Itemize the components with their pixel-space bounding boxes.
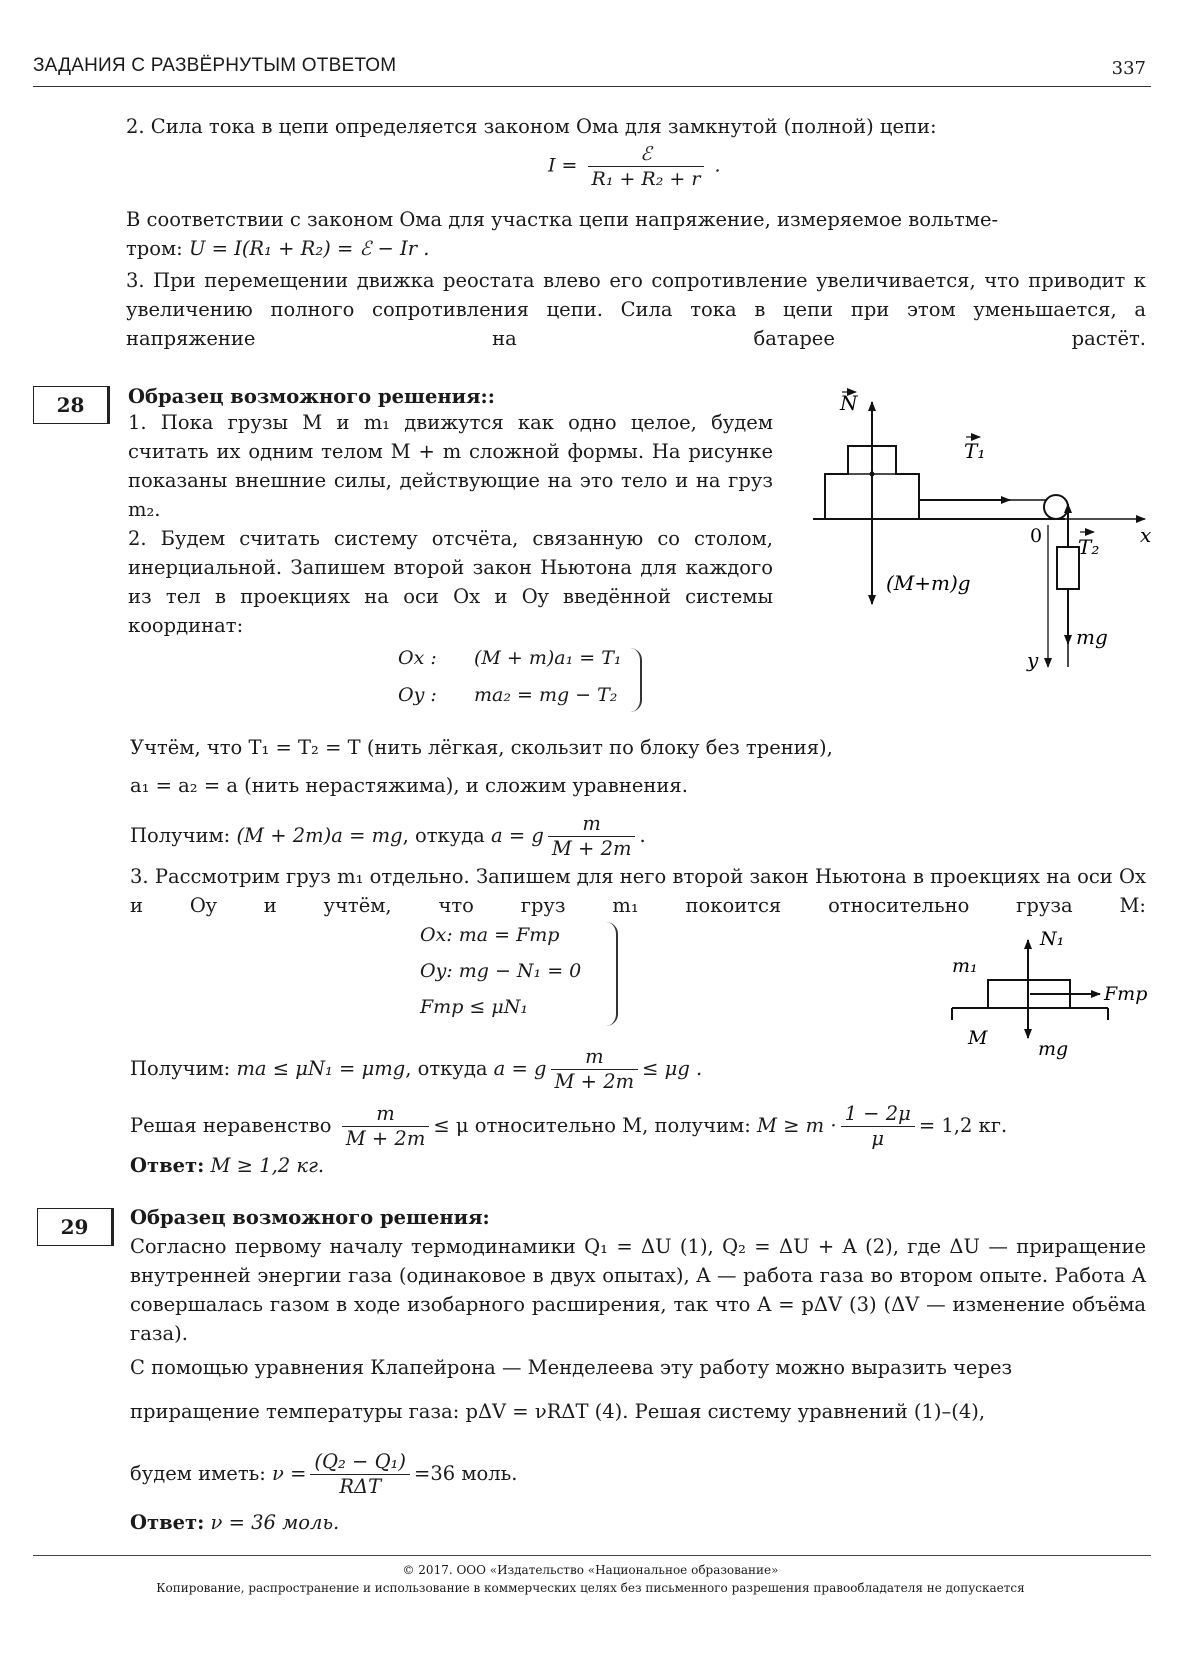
task28-step2: 2. Будем считать систему отсчёта, связанную со столом, инерциальной. Запишем второй закон Ньютона для каждого из тел в проекциях на оси Ox и Oy введённой системы координат: <box>128 527 773 637</box>
label-m1: m₁ <box>952 955 978 977</box>
voltmeter-word: тром: <box>126 237 183 260</box>
eq3-line1: Ox: ma = Fтр <box>420 924 560 946</box>
task28-result1 <box>130 812 646 861</box>
eq3-line3: Fтр ≤ μN₁ <box>420 996 528 1018</box>
task28-result2 <box>130 1045 702 1094</box>
solve-mid: ≤ μ относительно M, получим: <box>433 1114 751 1137</box>
final-num: (Q₂ − Q₁) <box>310 1450 410 1475</box>
task28-step1: 1. Пока грузы M и m₁ движутся как одно целое, будем считать их одним телом M + m сложной формы. На рисунке показаны внешние силы, действующие на это тело и на груз m₂. <box>128 411 773 521</box>
pulley <box>1044 495 1068 519</box>
label-Ftr: Fтр <box>1104 983 1148 1005</box>
ohm-dot: . <box>714 154 721 177</box>
eq-oy-label: Oy : <box>398 684 437 706</box>
label-N1: N₁ <box>1040 928 1065 950</box>
label-mg: mg <box>1076 625 1108 649</box>
final-den: RΔT <box>339 1475 382 1498</box>
figure-block-on-block <box>940 920 1150 1060</box>
result2-eq: ma ≤ μN₁ = μmg <box>236 1057 406 1080</box>
figure-blocks-pulley <box>800 382 1160 712</box>
task29-heading: Образец возможного решения: <box>130 1206 490 1229</box>
label-mg-small: mg <box>1038 1038 1069 1060</box>
result1-den: M + 2m <box>551 837 632 860</box>
final-tail: =36 моль. <box>413 1462 518 1485</box>
solve-den2: μ <box>871 1127 885 1150</box>
final-fraction <box>310 1450 410 1499</box>
solve-prefix: Решая неравенство <box>130 1114 332 1137</box>
result2-den: M + 2m <box>554 1070 635 1093</box>
answer-label-28: Ответ: <box>130 1154 205 1177</box>
final-prefix: будем иметь: <box>130 1462 266 1485</box>
result2-mid: , откуда <box>405 1057 488 1080</box>
system-brace-2 <box>606 922 618 1026</box>
system-brace-1 <box>630 648 642 712</box>
solve-fraction <box>342 1102 430 1151</box>
label-T1: T₁ <box>964 439 986 463</box>
hanging-mass <box>1057 547 1079 589</box>
ohm-fraction <box>588 142 705 191</box>
task28-heading: Образец возможного решения:: <box>128 385 495 408</box>
task29-final <box>130 1450 517 1499</box>
task29-paragraph2: С помощью уравнения Клапейрона — Менделеева эту работу можно выразить через <box>130 1356 1013 1379</box>
label-x: x <box>1140 523 1152 547</box>
result2-prefix: Получим: <box>130 1057 231 1080</box>
result1-num: m <box>548 812 636 837</box>
task29-paragraph1: Согласно первому началу термодинамики Q₁ = ΔU (1), Q₂ = ΔU + A (2), где ΔU — приращение внутренней энергии газа (одинаковое в двух опытах), A — работа газа во втором опыте. Работа A совершалась газом в ходе изобарного расширения, так что A = pΔV (3) (ΔV — изменение объёма газа). <box>130 1235 1146 1345</box>
solve-lhs: M ≥ m · <box>756 1114 837 1137</box>
center-of-mass-dot <box>870 472 875 477</box>
footer-rule <box>33 1555 1151 1556</box>
result1-a: a = g <box>491 824 544 847</box>
result1-fraction <box>548 812 636 861</box>
ohm-numerator: ℰ <box>588 142 705 167</box>
running-header: ЗАДАНИЯ С РАЗВЁРНУТЫМ ОТВЕТОМ <box>33 55 397 76</box>
label-Mm-g: (M+m)g <box>886 571 971 595</box>
intro-voltmeter-line1: В соответствии с законом Ома для участка цепи напряжение, измеряемое вольтме- <box>126 208 999 231</box>
result1-prefix: Получим: <box>130 824 231 847</box>
ohm-formula <box>548 142 721 191</box>
ohm-current: I = <box>548 154 578 177</box>
task29-answer <box>130 1508 339 1537</box>
header-rule <box>33 86 1151 87</box>
eq-oy: ma₂ = mg − T₂ <box>474 684 618 706</box>
label-M: M <box>968 1027 988 1049</box>
task-number-28: 28 <box>33 386 110 424</box>
result1-dot: . <box>639 824 646 847</box>
intro-step2: 2. Сила тока в цепи определяется законом Ома для замкнутой (полной) цепи: <box>126 115 937 138</box>
result2-num: m <box>551 1045 639 1070</box>
intro-step3: 3. При перемещении движка реостата влево его сопротивление увеличивается, что приводит к увеличению полного сопротивления цепи. Сила тока в цепи при этом уменьшается, а напряжение на батарее растёт. <box>126 269 1146 350</box>
page-number: 337 <box>1111 58 1146 79</box>
eq-ox: (M + m)a₁ = T₁ <box>474 647 622 669</box>
intro-voltmeter-line2 <box>126 234 429 263</box>
result2-a: a = g <box>493 1057 547 1080</box>
solve-num2: 1 − 2μ <box>841 1102 915 1127</box>
result2-tail: ≤ μg . <box>642 1057 703 1080</box>
label-origin: 0 <box>1030 525 1043 547</box>
answer-label-29: Ответ: <box>130 1511 205 1534</box>
eq3-line2: Oy: mg − N₁ = 0 <box>420 960 582 982</box>
solve-num: m <box>342 1102 430 1127</box>
task-number-29: 29 <box>37 1208 114 1246</box>
task29-paragraph3: приращение температуры газа: pΔV = νRΔT (4). Решая систему уравнений (1)–(4), <box>130 1400 986 1423</box>
result2-fraction <box>551 1045 639 1094</box>
result1-mid: , откуда <box>402 824 485 847</box>
label-N: N <box>840 391 858 415</box>
eq-ox-label: Ox : <box>398 647 437 669</box>
label-T2: T₂ <box>1078 535 1100 559</box>
result1-eq: (M + 2m)a = mg <box>236 824 403 847</box>
solve-fraction2 <box>841 1102 915 1151</box>
final-nu: ν = <box>272 1462 307 1485</box>
label-y: y <box>1027 648 1039 672</box>
solve-tail: = 1,2 кг. <box>918 1114 1008 1137</box>
answer-value-29: ν = 36 моль. <box>210 1511 340 1534</box>
solve-den: M + 2m <box>345 1127 426 1150</box>
task28-step3: 3. Рассмотрим груз m₁ отдельно. Запишем для него второй закон Ньютона в проекциях на оси Ox и Oy и учтём, что груз m₁ покоится относительно груза M: <box>130 865 1146 917</box>
voltmeter-formula: U = I(R₁ + R₂) = ℰ − Ir . <box>188 237 430 260</box>
task28-note1: Учтём, что T₁ = T₂ = T (нить лёгкая, скользит по блоку без трения), <box>130 736 833 759</box>
footer-copyright: © 2017. ООО «Издательство «Национальное образование» <box>402 1563 779 1577</box>
task28-answer <box>130 1151 324 1180</box>
task28-solve <box>130 1102 1007 1151</box>
footer-notice: Копирование, распространение и использование в коммерческих целях без письменного разрешения правообладателя не допускается <box>156 1581 1025 1595</box>
ohm-denominator: R₁ + R₂ + r <box>591 168 701 190</box>
task28-note2: a₁ = a₂ = a (нить нерастяжима), и сложим уравнения. <box>130 774 688 797</box>
answer-value-28: M ≥ 1,2 кг. <box>210 1154 325 1177</box>
